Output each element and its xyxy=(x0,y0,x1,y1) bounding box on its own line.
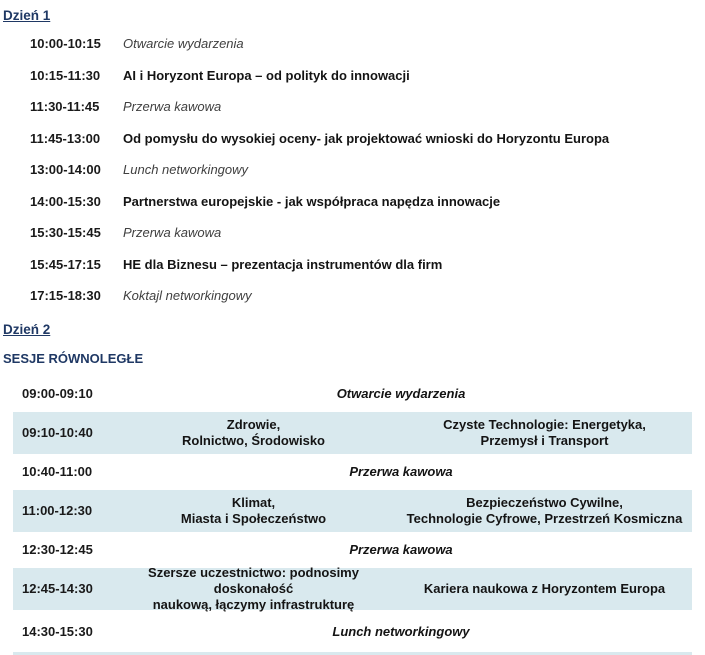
agenda-item xyxy=(3,217,705,249)
merged-session-cell: Przerwa kawowa xyxy=(349,542,453,557)
session-line: naukową, łączymy infrastrukturę xyxy=(152,596,355,612)
time-cell: 09:10-10:40 xyxy=(22,425,93,440)
session-cell-left xyxy=(110,412,397,454)
parallel-sessions-subheading: SESJE RÓWNOLEGŁE xyxy=(3,350,144,366)
agenda-item-time: 11:30-11:45 xyxy=(30,99,100,115)
table-row xyxy=(13,412,692,454)
session-line: Czyste Technologie: Energetyka, xyxy=(443,416,646,432)
agenda-item xyxy=(3,60,705,92)
session-line: Technologie Cyfrowe, Przestrzeń Kosmiczna xyxy=(406,510,683,526)
time-cell: 10:40-11:00 xyxy=(22,464,93,479)
session-line: Rolnictwo, Środowisko xyxy=(181,432,325,448)
day1-heading: Dzień 1 xyxy=(3,8,51,23)
session-cell-right xyxy=(397,490,692,532)
agenda-item xyxy=(3,28,705,60)
day2-heading: Dzień 2 xyxy=(3,321,51,337)
agenda-item-time: 10:15-11:30 xyxy=(30,67,101,83)
merged-session-cell: Otwarcie wydarzenia xyxy=(336,386,466,401)
agenda-item-title: Lunch networkingowy xyxy=(123,162,249,178)
agenda-item-time: 15:45-17:15 xyxy=(30,256,101,272)
session-line: Szersze uczestnictwo: podnosimy doskonałość xyxy=(148,564,359,596)
time-cell: 12:45-14:30 xyxy=(22,581,93,596)
session-cell-right xyxy=(397,412,692,454)
session-line: Zdrowie, xyxy=(226,416,281,432)
agenda-item-title: Otwarcie wydarzenia xyxy=(123,36,244,52)
table-row xyxy=(13,616,692,648)
table-row xyxy=(13,564,692,612)
agenda-item xyxy=(3,123,705,155)
session-line: Bezpieczeństwo Cywilne, xyxy=(466,494,623,510)
agenda-item-time: 17:15-18:30 xyxy=(30,288,101,304)
agenda-item xyxy=(3,154,705,186)
agenda-item-time: 14:00-15:30 xyxy=(30,193,101,209)
agenda-item-title: AI i Horyzont Europa – od polityk do innowacji xyxy=(123,67,410,83)
agenda-item-title: HE dla Biznesu – prezentacja instrumentów dla firm xyxy=(123,256,443,272)
time-cell: 12:30-12:45 xyxy=(22,542,93,557)
table-row xyxy=(13,380,692,408)
time-cell: 14:30-15:30 xyxy=(22,624,93,639)
session-cell-left xyxy=(110,564,397,612)
merged-session-cell: Przerwa kawowa xyxy=(349,464,453,479)
agenda-item-time: 15:30-15:45 xyxy=(30,225,101,241)
agenda-item-title: Przerwa kawowa xyxy=(123,225,222,241)
table-row xyxy=(13,536,692,564)
day2-schedule-table xyxy=(13,380,692,648)
table-row xyxy=(13,458,692,486)
agenda-item-time: 11:45-13:00 xyxy=(30,130,101,146)
time-cell: 11:00-12:30 xyxy=(22,503,93,518)
agenda-item-time: 13:00-14:00 xyxy=(30,162,101,178)
agenda-item xyxy=(3,91,705,123)
session-line: Przemysł i Transport xyxy=(480,432,609,448)
agenda-item-title: Koktajl networkingowy xyxy=(123,288,252,304)
merged-session-cell: Lunch networkingowy xyxy=(332,624,470,639)
table-row xyxy=(13,490,692,532)
agenda-item-time: 10:00-10:15 xyxy=(30,36,101,52)
day1-agenda-list xyxy=(3,28,705,312)
agenda-item xyxy=(3,280,705,312)
session-line: Miasta i Społeczeństwo xyxy=(180,510,327,526)
agenda-item xyxy=(3,249,705,281)
session-cell-right xyxy=(397,568,692,610)
session-line: Klimat, xyxy=(231,494,276,510)
time-cell: 09:00-09:10 xyxy=(22,386,93,401)
session-line: Kariera naukowa z Horyzontem Europa xyxy=(423,580,666,596)
agenda-item-title: Przerwa kawowa xyxy=(123,99,222,115)
next-row-cutoff-strip xyxy=(13,652,692,655)
agenda-item xyxy=(3,186,705,218)
agenda-item-title: Od pomysłu do wysokiej oceny- jak projektować wnioski do Horyzontu Europa xyxy=(123,130,610,146)
session-cell-left xyxy=(110,490,397,532)
agenda-item-title: Partnerstwa europejskie - jak współpraca napędza innowacje xyxy=(123,193,501,209)
